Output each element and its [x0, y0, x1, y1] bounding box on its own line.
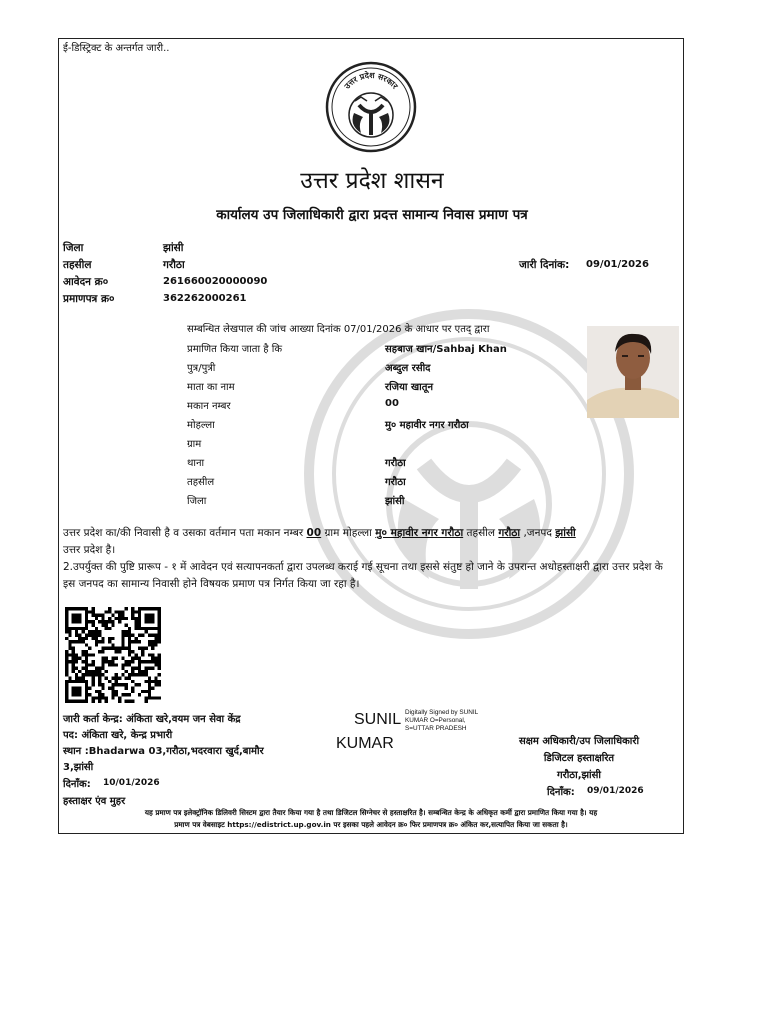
issue-date-label: जारी दिनांक:	[519, 259, 570, 271]
digital-signature-line2: KUMAR O=Personal,	[405, 717, 466, 724]
application-number-label: आवेदन क्र०	[63, 276, 109, 288]
mohalla-value: मु० महावीर नगर गरौठा	[385, 420, 469, 431]
svg-text:उत्तर प्रदेश सरकार: उत्तर प्रदेश सरकार	[342, 70, 400, 91]
application-number: 261660020000090	[163, 276, 268, 287]
issuer-date-label: दिनाँक:	[63, 779, 91, 790]
residence-district: झांसी	[555, 527, 576, 539]
certificate-number-label: प्रमाणपत्र क्र०	[63, 293, 115, 305]
certificate-number: 362262000261	[163, 293, 247, 304]
authority-location: गरौठा,झांसी	[556, 770, 601, 781]
detail-label-district: जिला	[187, 496, 207, 507]
residence-text-b: ग्राम मोहल्ला	[321, 527, 376, 539]
signer-name-line2: KUMAR	[336, 735, 394, 752]
residence-text-a: उत्तर प्रदेश का/की निवासी है व उसका वर्तमान पता मकान नम्बर	[63, 527, 307, 539]
signer-name-line1: SUNIL	[354, 711, 402, 728]
tehsil-value: गरौठा	[163, 259, 185, 271]
certificate-page	[58, 38, 684, 834]
issuer-place-cont: 3,झांसी	[63, 762, 94, 773]
detail-label-mohalla: मोहल्ला	[187, 420, 215, 431]
certificate-subtitle: कार्यालय उप जिलाधिकारी द्वारा प्रदत्त सामान्य निवास प्रमाण पत्र	[216, 207, 528, 223]
residence-mohalla: मु० महावीर नगर गरौठा	[375, 527, 464, 539]
house-number: 00	[385, 398, 399, 409]
father-name: अब्दुल रसीद	[385, 363, 431, 374]
authority-title: सक्षम अधिकारी/उप जिलाधिकारी	[518, 736, 640, 747]
signature-and-seal: हस्ताक्षर एंव मुहर	[63, 796, 126, 807]
digital-signature-line3: S=UTTAR PRADESH	[405, 725, 467, 732]
detail-label-police-station: थाना	[187, 458, 205, 469]
residence-tehsil: गरौठा	[498, 527, 521, 539]
qr-code	[65, 607, 161, 703]
issue-date: 09/01/2026	[586, 259, 649, 270]
confirmation-paragraph: 2.उपर्युक्त की पुष्टि प्रारूप - १ में आवेदन एवं सत्यापनकर्ता द्वारा उपलब्ध कराई गई सूचना तथा इससे संतुष्ट हो जाने के उपरान्त अधोहस्ताक्षरी द्वारा उत्तर प्रदेश के इस जनपद का सामान्य निवासी होने विषयक प्रमाण पत्र निर्गत किया जा रहा है।	[63, 561, 663, 590]
issuing-center: जारी कर्ता केन्द्र: अंकिता खरे,वयम जन सेवा केंद्र	[63, 714, 241, 725]
residence-text-d: ,जनपद	[520, 527, 556, 539]
authority-digital-signed: डिजिटल हस्ताक्षरित	[543, 753, 615, 764]
applicant-name: सहबाज खान/Sahbaj Khan	[385, 344, 507, 355]
issuer-place: स्थान :Bhadarwa 03,गरौठा,भदरवारा खुर्द,बामौर	[63, 746, 264, 757]
top-note: ई-डिस्ट्रिक्ट के अन्तर्गत जारी..	[63, 43, 170, 54]
police-station-value: गरौठा	[385, 458, 406, 469]
residence-text-e: उत्तर प्रदेश है।	[63, 544, 116, 556]
district-detail-value: झांसी	[385, 496, 405, 507]
footer-note	[63, 807, 679, 831]
up-government-emblem	[325, 61, 417, 153]
detail-label-village: ग्राम	[187, 439, 202, 450]
detail-label-mother: माता का नाम	[187, 382, 235, 393]
detail-label-house: मकान नम्बर	[187, 401, 231, 412]
footer-line2: प्रमाण पत्र वेबसाइट https://edistrict.up.gov.in पर इसका पहले आवेदन क्र० फिर प्रमाणपत्र क्र० अंकित कर,सत्यापित किया जा सकता है।	[174, 820, 568, 829]
digital-signature-line1: Digitally Signed by SUNIL	[405, 709, 479, 716]
issuer-date: 10/01/2026	[103, 778, 160, 788]
detail-label-parent: पुत्र/पुत्री	[187, 363, 216, 374]
tehsil-detail-value: गरौठा	[385, 477, 406, 488]
footer-line1: यह प्रमाण पत्र इलेक्ट्रॉनिक डिलिवरी सिस्टम द्वारा तैयार किया गया है तथा डिजिटल सिग्नेचर से हस्ताक्षरित है। सम्बन्धित केन्द्र के अधिकृत कर्मी द्वारा प्रमाणित किया गया है। यह	[144, 808, 598, 817]
residence-text-c: तहसील	[463, 527, 499, 539]
residence-paragraph	[63, 525, 675, 559]
district-label: जिला	[63, 242, 84, 254]
verification-intro: सम्बन्धित लेखपाल की जांच आख्या दिनांक 07/01/2026 के आधार पर एतद् द्वारा	[187, 324, 490, 335]
district-value: झांसी	[163, 242, 184, 254]
authority-date-label: दिनाँक:	[547, 787, 575, 798]
applicant-photo	[587, 326, 679, 418]
mother-name: रजिया खातून	[385, 382, 433, 393]
page-title: उत्तर प्रदेश शासन	[300, 168, 444, 194]
authority-date: 09/01/2026	[587, 786, 644, 796]
tehsil-label: तहसील	[63, 259, 92, 271]
detail-label-tehsil: तहसील	[187, 477, 215, 488]
digital-signature-info	[405, 709, 478, 733]
detail-label-certify: प्रमाणित किया जाता है कि	[187, 344, 283, 355]
residence-house: 00	[306, 527, 322, 539]
issuer-post: पद: अंकिता खरे, केन्द्र प्रभारी	[63, 730, 173, 741]
